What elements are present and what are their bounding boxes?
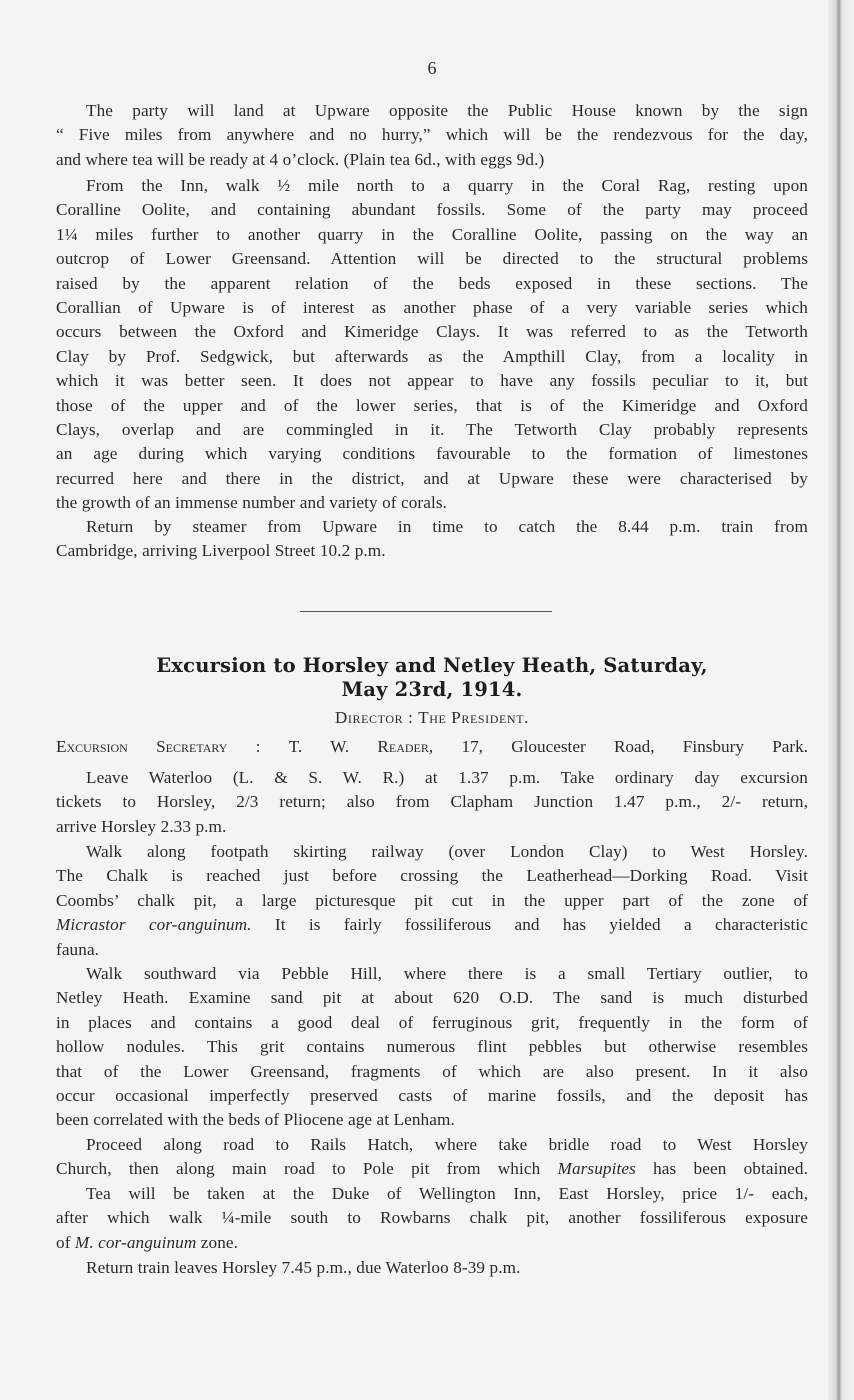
text-line: an age during which varying conditions favourable to the formation of limestones: [56, 444, 808, 464]
paragraph-tea-duke: [56, 1182, 808, 1255]
text-line: From the Inn, walk ½ mile north to a quarry in the Coral Rag, resting upon: [86, 176, 808, 195]
text-line: The Chalk is reached just before crossing the Leatherhead—Dorking Road. Visit: [56, 866, 808, 886]
text-line: 1¼ miles further to another quarry in the Coralline Oolite, passing on the way an: [56, 224, 808, 244]
text-line: the growth of an immense number and variety of corals.: [56, 493, 448, 513]
text-line: Return train leaves Horsley 7.45 p.m., due Waterloo 8-39 p.m.: [86, 1258, 521, 1277]
secretary-colon: :: [227, 737, 289, 756]
text-line: Clays, overlap and are commingled in it. The Tetworth Clay probably represents: [56, 419, 808, 439]
paragraph-coral-rag: [56, 174, 808, 515]
species-name: Micrastor cor-anguinum.: [56, 915, 252, 935]
paragraph-return-steamer: [56, 515, 808, 564]
text-line: occur occasional imperfectly preserved casts of marine fossils, and the deposit has: [56, 1085, 808, 1105]
text-fragment: zone.: [196, 1232, 239, 1252]
excursion-title-line2: May 23rd, 1914.: [341, 678, 523, 701]
paragraph-pebble-hill: [56, 962, 808, 1133]
species-name: Marsupites: [557, 1159, 636, 1179]
text-fragment: It is fairly fossiliferous and has yielded a characteristic: [251, 915, 808, 935]
species-name: M. cor-anguinum: [74, 1232, 197, 1252]
text-line: occurs between the Oxford and Kimeridge Clays. It was referred to as the Tetworth: [56, 322, 808, 342]
excursion-title: [56, 654, 808, 702]
section-divider: [300, 611, 552, 612]
text-fragment: of: [56, 1232, 75, 1252]
text-line: outcrop of Lower Greensand. Attention will be directed to the structural problems: [56, 249, 808, 269]
secretary-address: 17, Gloucester Road, Finsbury Park.: [461, 737, 809, 756]
paragraph-return-train: [56, 1256, 808, 1280]
text-line: Tea will be taken at the Duke of Wellington Inn, East Horsley, price 1/- each,: [86, 1184, 808, 1203]
paragraph-rails-hatch: [56, 1133, 808, 1182]
text-line: Return by steamer from Upware in time to catch the 8.44 p.m. train from: [86, 517, 808, 536]
text-line: [56, 913, 808, 937]
text-line: fauna.: [56, 939, 100, 959]
secretary-line: [56, 735, 808, 759]
paragraph-upware-arrival: [56, 99, 808, 172]
text-line: been correlated with the beds of Pliocene age at Lenham.: [56, 1110, 455, 1130]
text-line: Clay by Prof. Sedgwick, but afterwards as the Ampthill Clay, from a locality in: [56, 346, 808, 366]
page-number: 6: [427, 58, 437, 78]
text-line: recurred here and there in the district, and at Upware these were characterised by: [56, 468, 808, 488]
text-line: those of the upper and of the lower series, that is of the Kimeridge and Oxford: [56, 395, 808, 415]
text-line: Proceed along road to Rails Hatch, where take bridle road to West Horsley: [86, 1135, 808, 1154]
secretary-name: T. W. Reader,: [288, 737, 434, 756]
text-line: Walk along footpath skirting railway (over London Clay) to West Horsley.: [86, 842, 808, 861]
paragraph-footpath: [56, 840, 808, 962]
excursion-title-line1: Excursion to Horsley and Netley Heath, Saturday,: [156, 654, 708, 677]
text-line: hollow nodules. This grit contains numerous flint pebbles but otherwise resembles: [56, 1037, 808, 1057]
text-line: in places and contains a good deal of ferruginous grit, frequently in the form of: [56, 1012, 808, 1032]
text-line: after which walk ¼-mile south to Rowbarns chalk pit, another fossiliferous exposure: [56, 1208, 808, 1228]
text-line: raised by the apparent relation of the beds exposed in these sections. The: [56, 273, 808, 293]
text-line: “ Five miles from anywhere and no hurry,” which will be the rendezvous for the day,: [56, 125, 808, 145]
text-line: and where tea will be ready at 4 o’clock. (Plain tea 6d., with eggs 9d.): [56, 149, 545, 169]
text-line: Coralline Oolite, and containing abundant fossils. Some of the party may proceed: [56, 200, 808, 220]
text-fragment: has been obtained.: [635, 1159, 808, 1179]
director-line: [56, 708, 808, 728]
text-line: Netley Heath. Examine sand pit at about 620 O.D. The sand is much disturbed: [56, 988, 808, 1008]
text-line: tickets to Horsley, 2/3 return; also from Clapham Junction 1.47 p.m., 2/- return,: [56, 792, 808, 812]
text-line: Corallian of Upware is of interest as another phase of a very variable series which: [56, 297, 808, 317]
paragraph-leave-waterloo: [56, 766, 808, 839]
text-line: Cambridge, arriving Liverpool Street 10.2 p.m.: [56, 541, 386, 561]
text-line: Leave Waterloo (L. & S. W. R.) at 1.37 p.m. Take ordinary day excursion: [86, 768, 808, 787]
book-spine-shadow: [828, 0, 854, 1400]
text-line: [56, 1157, 808, 1181]
text-line: [56, 1231, 808, 1255]
director-label: Director: [335, 708, 404, 727]
text-line: which it was better seen. It does not appear to have any fossils peculiar to it, but: [56, 371, 808, 391]
director-colon: :: [403, 708, 419, 727]
text-line: Coombs’ chalk pit, a large picturesque pit cut in the upper part of the zone of: [56, 890, 808, 910]
director-value: The President.: [418, 708, 529, 727]
text-line: arrive Horsley 2.33 p.m.: [56, 816, 227, 836]
text-line: that of the Lower Greensand, fragments of which are also present. In it also: [56, 1061, 808, 1081]
secretary-label: Excursion Secretary: [56, 737, 228, 756]
text-fragment: Church, then along main road to Pole pit from which: [56, 1159, 558, 1179]
text-line: Walk southward via Pebble Hill, where there is a small Tertiary outlier, to: [86, 964, 808, 983]
text-line: The party will land at Upware opposite the Public House known by the sign: [86, 101, 808, 120]
